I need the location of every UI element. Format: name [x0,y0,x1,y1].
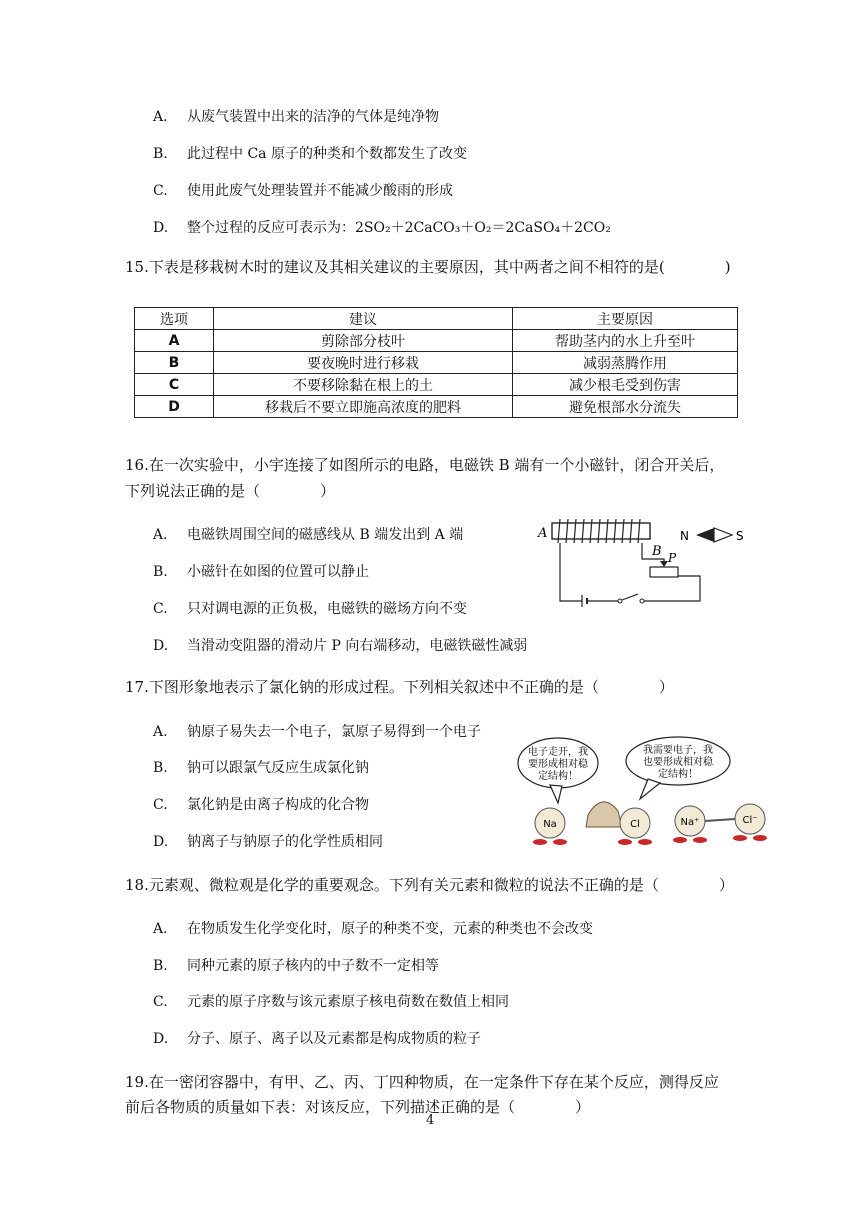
table-header: 主要原因 [513,308,738,330]
switch-contact [618,599,622,603]
bubble-left-line: 要形成相对稳 [528,759,588,770]
needle-south-half [714,528,732,542]
speech-bubble-tail [550,785,562,803]
wire-right [644,576,700,601]
rheostat [650,567,678,577]
table-cell: 减少根毛受到伤害 [513,374,738,396]
table-row [135,396,738,418]
q17-option-a [153,721,481,741]
bubble-right-line: 我需要电子，我 [643,745,713,756]
table-cell: 剪除部分枝叶 [214,330,513,352]
option-text: 只对调电源的正负极，电磁铁的磁场方向不变 [187,601,467,617]
table-cell: A [135,330,214,352]
ion-cl-character [733,804,767,841]
option-letter: C. [153,797,168,813]
option-letter: C. [153,601,168,617]
table-header: 建议 [214,308,513,330]
option-letter: B. [153,146,168,162]
table-cell: 帮助茎内的水上升至叶 [513,330,738,352]
sodium-chloride-cartoon [510,735,780,850]
q14-option-c [153,180,453,200]
option-text: 同种元素的原子核内的中子数不一定相等 [187,958,439,974]
q18-option-d [153,1028,481,1048]
wire-left [560,543,582,601]
q14-option-b [153,143,467,163]
table-cell: 减弱蒸腾作用 [513,352,738,374]
speech-bubble-tail [640,779,660,799]
q16-option-a [153,524,463,544]
q15-table [134,307,738,418]
option-text: 在物质发生化学变化时，原子的种类不变，元素的种类也不会改变 [187,921,593,937]
option-letter: A. [153,724,168,740]
option-text: 使用此废气处理装置并不能减少酸雨的形成 [187,183,453,199]
table-row [135,352,738,374]
label-b: B [652,544,662,559]
holding-hands [705,819,735,821]
option-text: 此过程中 Ca 原子的种类和个数都发生了改变 [187,146,467,162]
ion-label: Na⁺ [680,817,700,828]
table-cell: 不要移除黏在根上的土 [214,374,513,396]
q16-option-c [153,598,467,618]
option-letter: D. [153,834,169,850]
option-text: 从废气装置中出来的洁净的气体是纯净物 [187,109,439,125]
electron-sack [586,802,622,827]
table-header: 选项 [135,308,214,330]
table-cell: B [135,352,214,374]
option-text: 钠原子易失去一个电子，氯原子易得到一个电子 [187,724,481,740]
bubble-left-line: 定结构！ [538,771,578,782]
atom-label: Cl [630,819,640,830]
option-letter: C. [153,994,168,1010]
option-letter: A. [153,527,168,543]
option-letter: C. [153,183,168,199]
option-letter: D. [153,1031,169,1047]
table-cell: 移栽后不要立即施高浓度的肥料 [214,396,513,418]
switch-lever [622,594,638,600]
table-header-row [135,308,738,330]
option-letter: D. [153,638,169,654]
table-cell: C [135,374,214,396]
page-number: 4 [426,1113,435,1128]
option-text: 氯化钠是由离子构成的化合物 [187,797,369,813]
slider-arrow [660,561,668,567]
q17-option-b [153,757,369,777]
q18-stem: 18.元素观、微粒观是化学的重要观念。下列有关元素和微粒的说法不正确的是（ ） [125,876,734,894]
option-text: 元素的原子序数与该元素原子核电荷数在数值上相同 [187,994,509,1010]
option-text: 分子、原子、离子以及元素都是构成物质的粒子 [187,1031,481,1047]
option-text: 当滑动变阻器的滑动片 P 向右端移动，电磁铁磁性减弱 [187,638,528,654]
table-row [135,330,738,352]
ion-na-character [673,806,707,843]
ion-label: Cl⁻ [742,815,758,826]
atom-label: Na [543,819,557,830]
option-text: 钠离子与钠原子的化学性质相同 [187,834,383,850]
atom-cl-character [618,808,652,845]
table-cell: 要夜晚时进行移栽 [214,352,513,374]
q18-option-a [153,918,593,938]
q18-option-b [153,955,439,975]
label-p: P [668,551,677,565]
option-letter: A. [153,109,168,125]
q17-stem: 17.下图形象地表示了氯化钠的形成过程。下列相关叙述中不正确的是（ ） [125,678,674,696]
q18-option-c [153,991,509,1011]
q16-option-d [153,635,527,655]
option-letter: A. [153,921,168,937]
q19-stem-line2: 前后各物质的质量如下表：对该反应，下列描述正确的是（ ） [125,1098,591,1116]
q16-stem-line1: 16.在一次实验中，小宇连接了如图所示的电路，电磁铁 B 端有一个小磁针，闭合开关后， [125,456,725,474]
q19-stem-line1: 19.在一密闭容器中，有甲、乙、丙、丁四种物质，在一定条件下存在某个反应，测得反应 [125,1073,719,1091]
q16-stem-line2: 下列说法正确的是（ ） [125,482,336,500]
table-row [135,374,738,396]
q17-option-d [153,831,383,851]
q15-stem: 15.下表是移栽树木时的建议及其相关建议的主要原因，其中两者之间不相符的是( ) [125,258,731,276]
q17-option-c [153,794,369,814]
electromagnet-circuit-figure [530,515,760,615]
needle-north-half [696,528,714,542]
label-n: N [680,529,689,543]
option-text: 小磁针在如图的位置可以静止 [187,564,369,580]
option-text: 电磁铁周围空间的磁感线从 B 端发出到 A 端 [187,527,464,543]
q14-option-a [153,106,439,126]
bubble-left-line: 电子走开，我 [528,747,588,758]
option-letter: B. [153,760,168,776]
bubble-right-line: 也要形成相对稳 [643,757,713,768]
table-cell: 避免根部水分流失 [513,396,738,418]
label-s: S [736,529,744,543]
q16-option-b [153,561,369,581]
atom-na-character [533,808,567,845]
bubble-right-line: 定结构！ [658,769,698,780]
label-a: A [538,526,548,541]
switch-contact [640,599,644,603]
table-cell: D [135,396,214,418]
option-letter: B. [153,564,168,580]
q14-option-d [153,217,611,237]
option-letter: D. [153,220,169,236]
option-text: 整个过程的反应可表示为：2SO₂＋2CaCO₃＋O₂＝2CaSO₄＋2CO₂ [187,220,611,236]
option-text: 钠可以跟氯气反应生成氯化钠 [187,760,369,776]
option-letter: B. [153,958,168,974]
